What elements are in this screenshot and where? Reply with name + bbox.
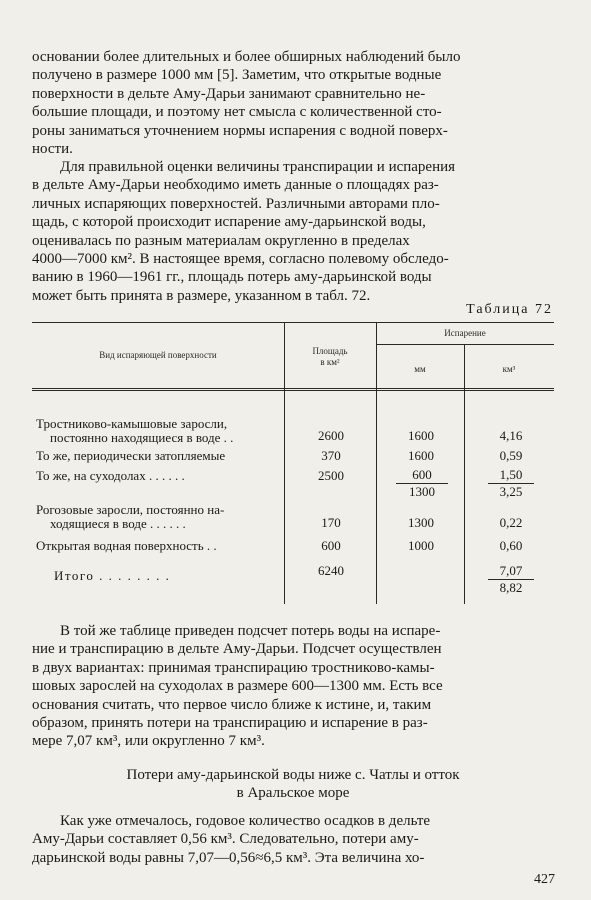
- text-line: ние и транспирацию в дельте Аму-Дарьи. Подсчет осуществлен: [32, 641, 442, 658]
- text-line: Аму-Дарьи составляет 0,56 км³. Следовательно, потери аму-: [32, 831, 419, 848]
- cell-km3-alt: 8,82: [499, 580, 523, 595]
- text-line: шовых зарослей на суходолах в размере 600—1300 мм. Есть все: [32, 678, 443, 695]
- text-line: образом, принять потери на транспирацию и испарение в раз-: [32, 715, 428, 732]
- column-divider: [464, 344, 465, 604]
- cell-area: 370: [321, 448, 341, 463]
- row-label: Рогозовые заросли, постоянно на-: [36, 502, 225, 517]
- paragraph-1: [32, 48, 554, 158]
- section-heading-line1: Потери аму-дарьинской воды ниже с. Чатлы и отток: [126, 767, 460, 783]
- cell-area: 170: [321, 515, 341, 530]
- header-area-line1: Площадь: [312, 346, 348, 356]
- row-label: То же, на суходолах . . . . . .: [36, 468, 185, 483]
- text-line: в дельте Аму-Дарьи необходимо иметь данные о площадях раз-: [32, 177, 439, 194]
- cell-mm: 600: [396, 467, 448, 484]
- text-line: поверхности в дельте Аму-Дарьи занимают сравнительно не-: [32, 85, 426, 102]
- text-line: щадь, с которой происходит испарение аму-дарьинской воды,: [32, 214, 426, 231]
- evaporation-table: [32, 322, 554, 604]
- text-line: может быть принята в размере, указанном в табл. 72.: [32, 287, 371, 304]
- text-line: большие площади, и поэтому нет смысла с количественной сто-: [32, 104, 442, 121]
- section-heading-line2: в Аральское море: [236, 785, 350, 802]
- header-bottom-rule: [32, 388, 554, 391]
- header-area-line2: в км²: [320, 357, 340, 367]
- cell-area: 6240: [318, 563, 344, 578]
- paragraph-3: [32, 622, 554, 751]
- cell-km3: 0,59: [499, 448, 523, 463]
- text-line: в двух вариантах: принимая транспирацию тростниково-камы-: [32, 659, 435, 676]
- row-label: Открытая водная поверхность . .: [36, 538, 217, 553]
- cell-mm: 1000: [408, 538, 434, 553]
- text-line: получено в размере 1000 мм [5]. Заметим, что открытые водные: [32, 67, 442, 84]
- text-line: Как уже отмечалось, годовое количество осадков в дельте: [60, 813, 431, 829]
- text-line: основания считать, что первое число ближе к истине, и, таким: [32, 696, 432, 713]
- text-line: ности.: [32, 141, 73, 158]
- cell-area: 2500: [318, 468, 344, 483]
- text-line: дарьинской воды равны 7,07—0,56≈6,5 км³. Эта величина хо-: [32, 849, 425, 866]
- cell-area: 600: [321, 538, 341, 553]
- header-surface: Вид испаряющей поверхности: [99, 350, 217, 360]
- cell-mm-alt: 1300: [409, 484, 435, 499]
- cell-mm: 1600: [408, 428, 434, 443]
- section-heading: [32, 766, 554, 803]
- cell-km3: 4,16: [499, 428, 523, 443]
- table-caption: Таблица 72: [466, 302, 553, 317]
- header-mm: мм: [414, 364, 426, 374]
- cell-km3: 0,60: [499, 538, 523, 553]
- text-line: Для правильной оценки величины транспирации и испарения: [60, 159, 456, 175]
- paragraph-4: [32, 812, 554, 867]
- text-line: основании более длительных и более обширных наблюдений было: [32, 49, 461, 65]
- page-number: 427: [534, 872, 555, 887]
- text-line: ванию в 1960—1961 гг., площадь потерь аму-дарьинской воды: [32, 269, 432, 286]
- text-line: мере 7,07 км³, или округленно 7 км³.: [32, 733, 265, 750]
- row-label: То же, периодически затопляемые: [36, 448, 226, 463]
- header-area: [284, 346, 376, 368]
- row-label: Тростниково-камышовые заросли,: [36, 416, 228, 431]
- cell-km3: 0,22: [499, 515, 523, 530]
- header-evaporation: Испарение: [444, 328, 486, 338]
- text-line: оценивалась по разным материалам округленно в пределах: [32, 232, 410, 249]
- cell-km3: 7,07: [488, 563, 534, 580]
- table-top-rule: [32, 322, 554, 323]
- text-line: В той же таблице приведен подсчет потерь воды на испаре-: [60, 623, 441, 639]
- row-label-total: Итого . . . . . . . .: [54, 568, 171, 583]
- text-line: роны заниматься уточнением нормы испарения с водной поверх-: [32, 122, 448, 139]
- cell-mm: 1300: [408, 515, 434, 530]
- cell-mm: 1600: [408, 448, 434, 463]
- cell-area: 2600: [318, 428, 344, 443]
- text-line: 4000—7000 км². В настоящее время, согласно полевому обследо-: [32, 251, 449, 268]
- row-label: ходящиеся в воде . . . . . .: [50, 516, 186, 531]
- row-label: постоянно находящиеся в воде . .: [50, 430, 234, 445]
- evaporation-header-rule: [376, 344, 554, 345]
- cell-km3: 1,50: [488, 467, 534, 484]
- cell-km3-alt: 3,25: [499, 484, 523, 499]
- header-km3: км³: [502, 364, 516, 374]
- paragraph-2: [32, 158, 554, 305]
- text-line: личных испаряющих поверхностей. Различными авторами пло-: [32, 195, 440, 212]
